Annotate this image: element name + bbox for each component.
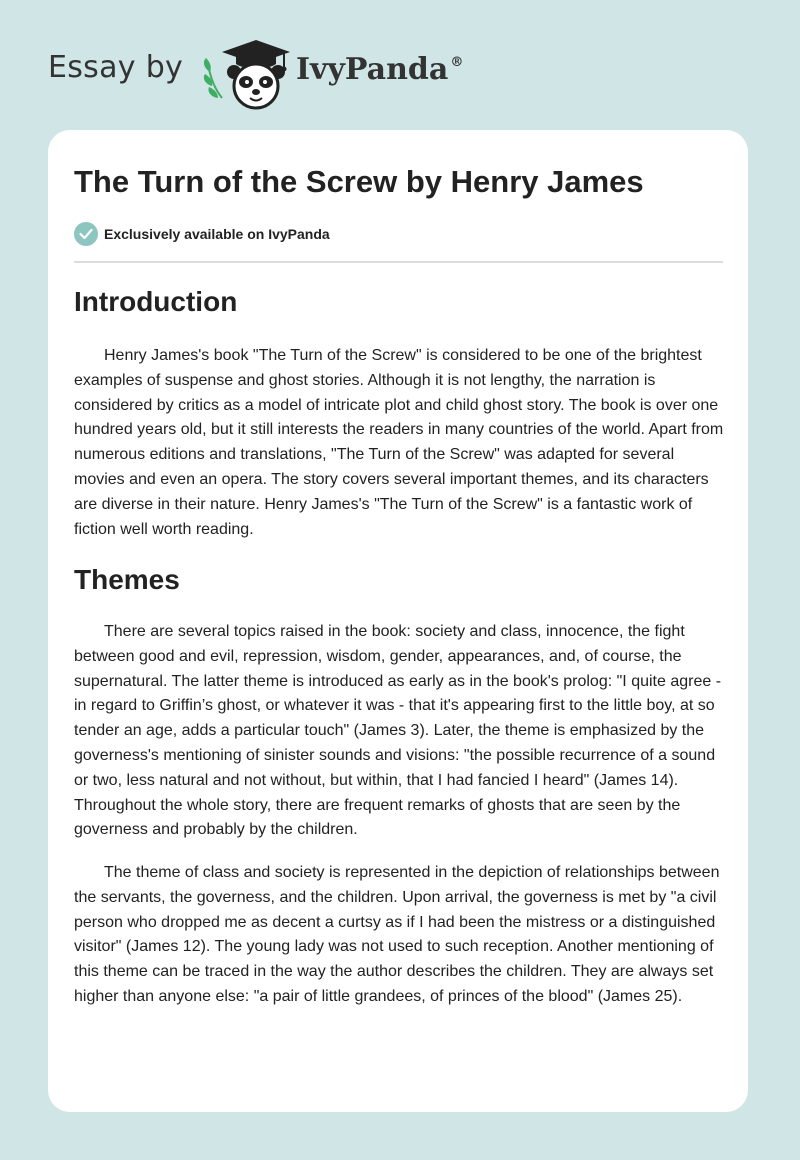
brand-name: IvyPanda ® — [296, 52, 464, 87]
site-header — [0, 0, 800, 128]
check-icon — [74, 222, 98, 246]
ivypanda-logo-icon[interactable] — [196, 34, 292, 110]
essay-by-label: Essay by — [48, 50, 184, 85]
paragraph: The theme of class and society is represented in the depiction of relationships between the servants, the governess, and the children. Upon arrival, the governess is met by "a civil person who dropped me as decent a curtsy as if I had been the mistress or a distinguished visitor" (James 12). The young lady was not used to such reception. Another mentioning of this theme can be traced in the way the author describes the children. They are always set higher than anyone else: "a pair of little grandees, of princes of the blood" (James 25). — [74, 864, 720, 1005]
section-heading-introduction: Introduction — [74, 286, 238, 317]
title-divider — [74, 261, 723, 263]
registered-mark: ® — [450, 55, 464, 70]
section-heading-themes: Themes — [74, 564, 180, 595]
paragraph: There are several topics raised in the book: society and class, innocence, the fight between good and evil, repression, wisdom, gender, appearances, and, of course, the supernatural. The latter theme is introduced as early as in the book's prolog: "I quite agree - in regard to Griffin’s ghost, or whatever it was - that it's appearing first to the little boy, at so tender an age, adds a particular touch" (James 3). Later, the theme is emphasized by the governess's mentioning of sinister sounds and visions: "the possible recurrence of a sound or two, less natural and not without, but within, that I had fancied I heard" (James 14). Throughout the whole story, there are frequent remarks of ghosts that are seen by the governess and probably by the children. — [74, 623, 722, 839]
exclusive-badge — [74, 222, 330, 246]
article-title: The Turn of the Screw by Henry James — [74, 164, 644, 199]
exclusive-label: Exclusively available on IvyPanda — [104, 226, 330, 242]
article-card — [48, 130, 748, 1112]
paragraph: Henry James's book "The Turn of the Screw" is considered to be one of the brightest examples of suspense and ghost stories. Although it is not lengthy, the narration is considered by critics as a model of intricate plot and child ghost story. The book is over one hundred years old, but it still interests the readers in many countries of the world. Apart from numerous editions and translations, "The Turn of the Screw" was adapted for several movies and even an opera. The story covers several important themes, and its characters are diverse in their nature. Henry James's "The Turn of the Screw" is a fantastic work of fiction well worth reading. — [74, 347, 724, 538]
